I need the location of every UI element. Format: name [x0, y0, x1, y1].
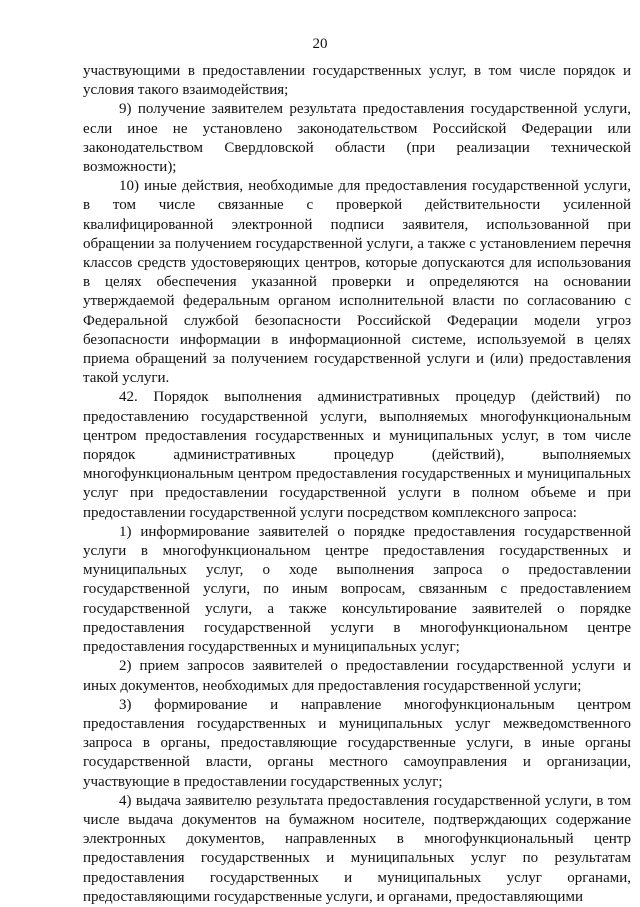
document-body: [83, 62, 631, 907]
paragraph-item-10: 10) иные действия, необходимые для предоставления государственной услуги, в том числе связанные с проверкой действительности усиленной квалифицированной электронной подписи заявителя, использованной при обращении за получением государственной услуги, а также с установлением перечня классов средств удостоверяющих центров, которые допускаются для использования в целях обеспечения указанной проверки и определяются на основании утверждаемой федеральным органом исполнительной власти по согласованию с Федеральной службой безопасности Российской Федерации модели угроз безопасности информации в информационной системе, используемой в целях приема обращений за получением государственной услуги и (или) предоставления такой услуги.: [83, 178, 631, 387]
paragraph-item-3: 3) формирование и направление многофункциональным центром предоставления государственных и муниципальных услуг межведомственного запроса в органы, предоставляющие государственные услуги, в иные органы государственной власти, органы местного самоуправления и организации, участвующие в предоставлении государственных услуг;: [83, 696, 631, 790]
page-number: 20: [312, 36, 328, 52]
paragraph-section-42: 42. Порядок выполнения административных процедур (действий) по предоставлению государственной услуги, выполняемых многофункциональным центром предоставления государственных и муниципальных услуг, в том числе порядок административных процедур (действий), выполняемых многофункциональным центром предоставления государственных и муниципальных услуг при предоставлении государственной услуги в полном объеме и при предоставлении государственной услуги посредством комплексного запроса:: [83, 389, 631, 521]
paragraph-item-9: 9) получение заявителем результата предоставления государственной услуги, если иное не установлено законодательством Российской Федерации или законодательством Свердловской области (при реализации технической возможности);: [83, 101, 631, 176]
paragraph-item-4: 4) выдача заявителю результата предоставления государственной услуги, в том числе выдача документов на бумажном носителе, подтверждающих содержание электронных документов, направленных в многофункциональный центр предоставления государственных и муниципальных услуг по результатам предоставления государственных и муниципальных услуг органами, предоставляющими государственные услуги, и органами, предоставляющими: [83, 792, 631, 905]
paragraph-item-2: 2) прием запросов заявителей о предоставлении государственной услуги и иных документов, необходимых для предоставления государственной услуги;: [83, 658, 631, 694]
paragraph-item-1: 1) информирование заявителей о порядке предоставления государственной услуги в многофункциональном центре предоставления государственных и муниципальных услуг, о ходе выполнения запроса о предоставлении государственной услуги, по иным вопросам, связанным с предоставлением государственной услуги, а также консультирование заявителей о порядке предоставления государственной услуги в многофункциональном центре предоставления государственных и муниципальных услуг;: [83, 523, 631, 656]
paragraph-continuation: участвующими в предоставлении государственных услуг, в том числе порядок и условия такого взаимодействия;: [83, 63, 631, 99]
